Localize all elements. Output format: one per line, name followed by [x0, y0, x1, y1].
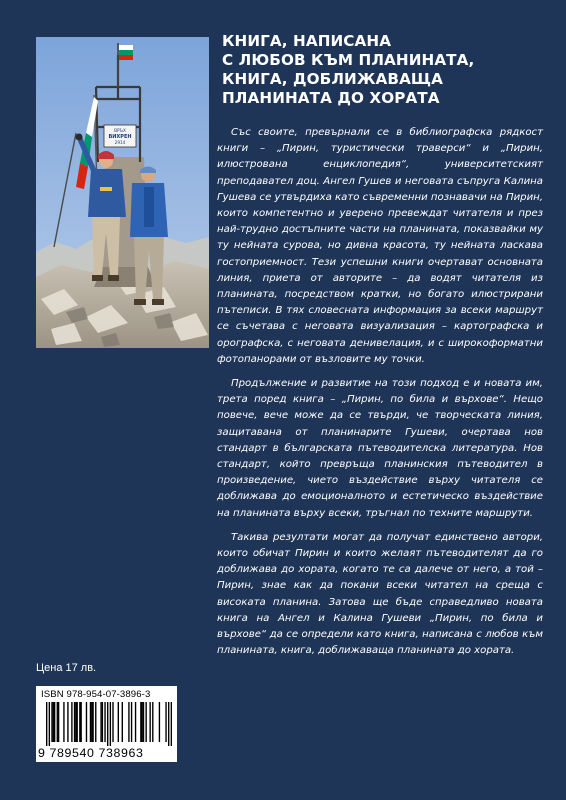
barcode-bar: [168, 702, 169, 746]
barcode-bar: [54, 702, 55, 742]
barcode-bar: [128, 702, 129, 742]
barcode-bar: [149, 702, 150, 742]
isbn-digits: 9 789540 738963: [38, 746, 144, 760]
price-label: Цена 17 лв.: [36, 662, 97, 674]
barcode-bar: [57, 702, 58, 742]
flag-top-white: [119, 45, 133, 50]
barcode-bar: [51, 702, 52, 742]
barcode-bar: [58, 702, 59, 742]
barcode-bar: [91, 702, 92, 742]
barcode-bar: [141, 702, 142, 742]
barcode-bar: [110, 702, 111, 746]
barcode-bar: [107, 702, 108, 746]
barcode-bar: [112, 702, 113, 742]
barcode-bar: [118, 702, 119, 742]
barcode-bar: [135, 702, 136, 742]
blurb-paragraph-1: Със своите, превърнали се в библиографска рядкост книги – „Пирин, туристически траверси“ и „Пирин, илюстрована енциклопедия“, университетският преподавател доц. Ангел Гушев и неговата съпруга Калина Гушева се утвърдиха като съвременни познавачи на Пирин, които компетентно и уверено превеждат читателя и през най-трудно достъпните части на планината, показвайки му ту нейната сурова, но дивна красота, ту нейната ласкава гостоприемност. Тези успешни книги очертават основната линия, приета от авторите – да водят читателя из планината, посредством кратки, но богато илюстрирани пътеписи. В тях словесната информация за всеки маршрут се съчетава с неговата визуализация – картографска и орографска, с неговата денивелация, и с широкоформатни фотопанорами от възловите му точки.: [217, 127, 543, 365]
barcode-bar: [49, 702, 50, 746]
barcode-bar: [143, 702, 144, 742]
barcode-bar: [159, 702, 160, 742]
summit-photo: [36, 37, 209, 348]
sign-line-1: ВРЪХ: [114, 128, 126, 133]
headline-line-2: С ЛЮБОВ КЪМ ПЛАНИНАТА,: [222, 51, 475, 69]
isbn-label: ISBN 978-954-07-3896-3: [41, 689, 151, 700]
barcode-bar: [165, 702, 166, 742]
barcode-bar: [46, 702, 47, 746]
barcode-bar: [79, 702, 80, 742]
sign-line-3: 2914: [114, 140, 126, 145]
barcode-bars: [46, 702, 172, 746]
barcode-bar: [75, 702, 76, 742]
summit-illustration: [36, 37, 209, 348]
barcode-bar: [53, 702, 54, 742]
sign-line-2: ВИХРЕН: [108, 134, 132, 140]
barcode-bar: [95, 702, 96, 742]
barcode-bar: [63, 702, 64, 742]
barcode-bar: [90, 702, 91, 742]
headline-line-4: ПЛАНИНАТА ДО ХОРАТА: [222, 89, 440, 107]
barcode-bar: [71, 702, 72, 742]
blurb-text: [217, 125, 543, 668]
barcode-bar: [152, 702, 153, 742]
barcode-bar: [100, 702, 101, 742]
barcode-bar: [80, 702, 81, 742]
isbn-barcode: [36, 686, 177, 762]
barcode-bar: [171, 702, 172, 746]
barcode-bar: [145, 702, 146, 742]
barcode-bar: [131, 702, 132, 742]
headline-line-3: КНИГА, ДОБЛИЖАВАЩА: [222, 70, 444, 88]
headline-line-1: КНИГА, НАПИСАНА: [222, 32, 392, 50]
blurb-paragraph-3: Такива резултати могат да получат единствено автори, които обичат Пирин и които желаят пътеводителят да го доближава до хората, когато те са далече от него, а той – Пирин, знае как да покани всеки читател на среща с високата планина. Затова ще бъде справедливо новата книга на Ангел и Калина Гушеви „Пирин, по била и върхове“ да се определи като книга, написана с любов към планината, книга, доближаваща планината до хората.: [217, 531, 543, 657]
barcode-bar: [86, 702, 87, 742]
headline: [222, 32, 542, 108]
barcode-bar: [140, 702, 141, 742]
blurb-paragraph-2: Продължение и развитие на този подход е и новата им, трета поред книга – „Пирин, по била и върхове“. Нещо повече, вече може да се твърди, че творческата линия, защитавана от планинарите Гушеви, очертава нов стандарт в българската пътеводителска литература. Нов стандарт, който превръща планинския пътеводител в произведение, чието въздействие върху читателя се доближава до емоционалното и естетическо въздействие на планината върху всеки, тръгнал по техните маршрути.: [217, 378, 543, 519]
barcode-bar: [104, 702, 105, 742]
barcode-bar: [102, 702, 103, 742]
barcode-bar: [67, 702, 68, 742]
barcode-bar: [92, 702, 93, 742]
barcode-svg: [46, 702, 172, 746]
barcode-bar: [77, 702, 78, 742]
barcode-bar: [122, 702, 123, 742]
barcode-bar: [74, 702, 75, 742]
